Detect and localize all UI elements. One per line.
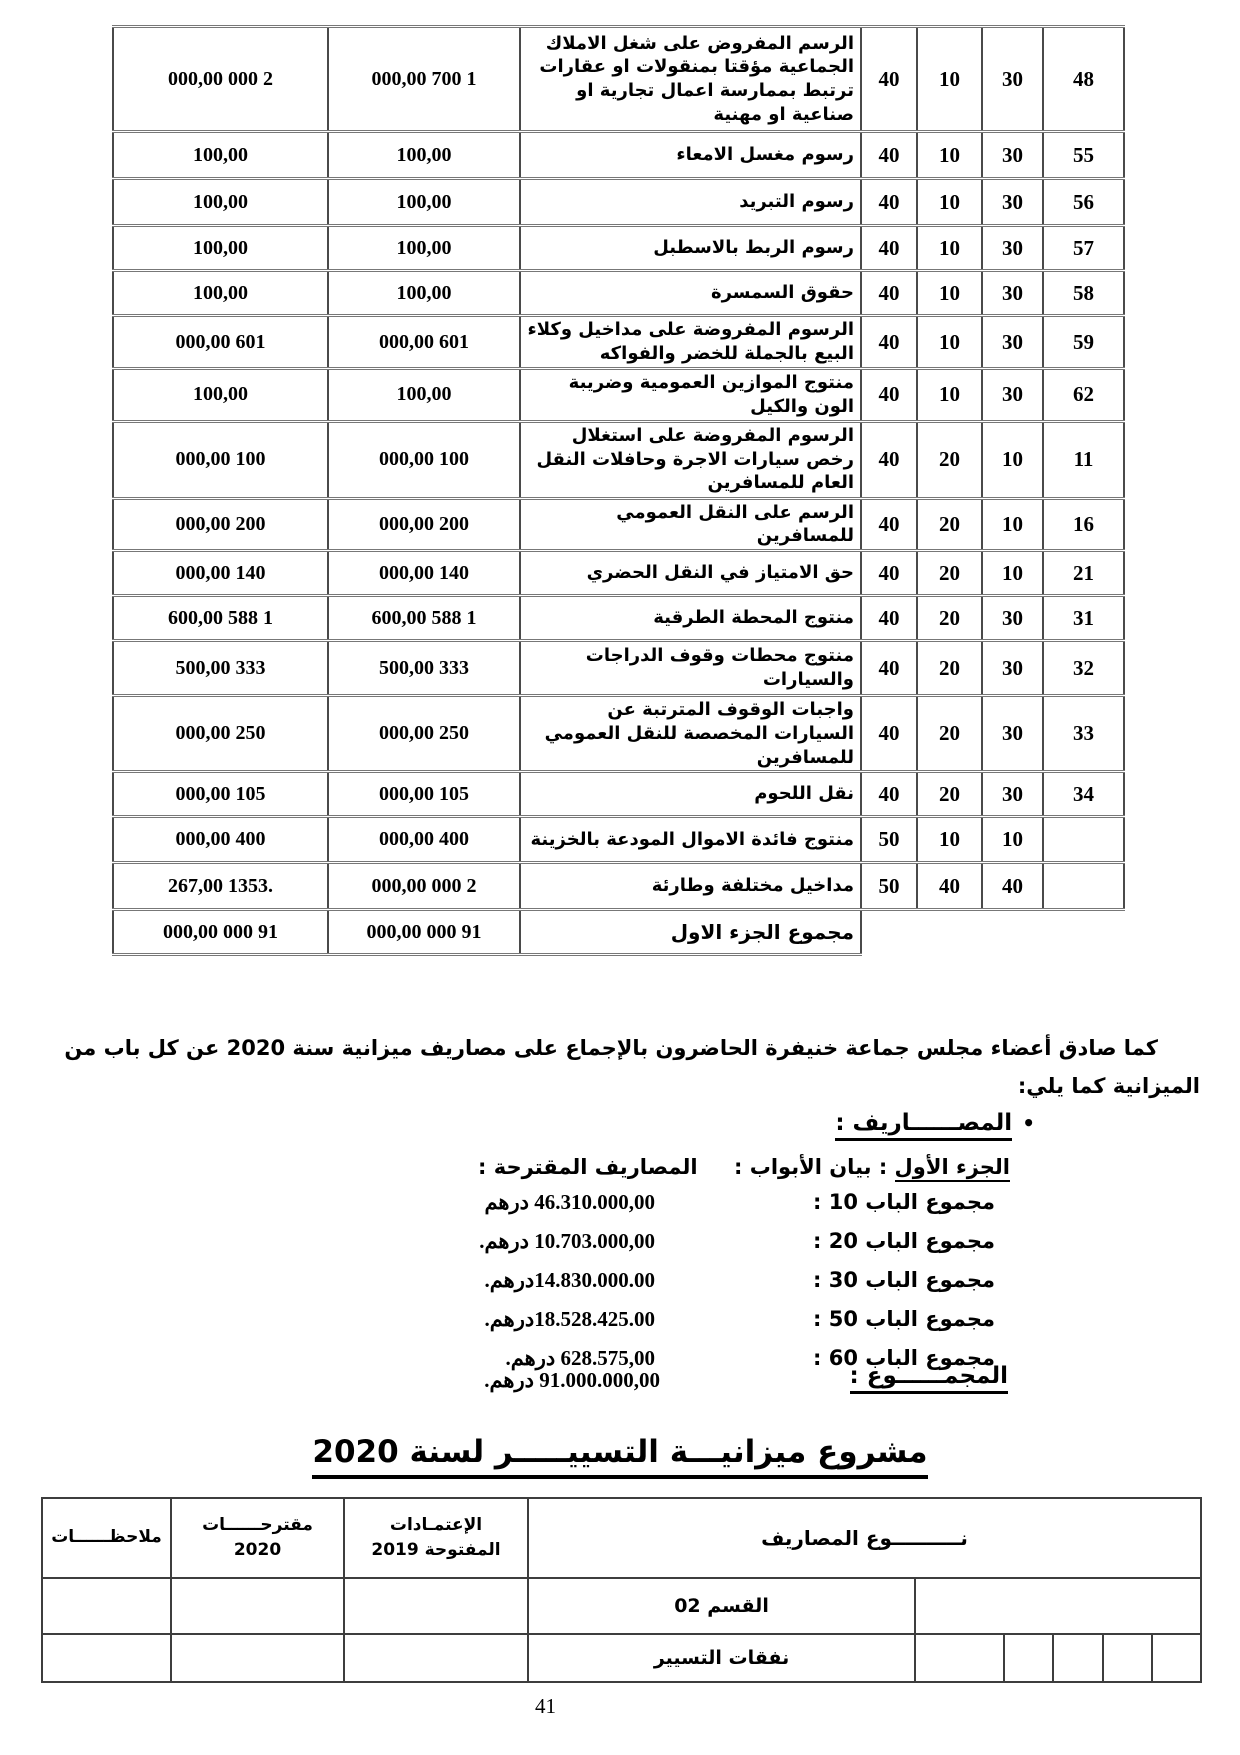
ops-header-row — [42, 1498, 1201, 1578]
amount-mid-cell: 2 000 000,00 — [328, 863, 520, 910]
revenue-row — [113, 179, 1124, 226]
amount-left-cell: 2 000 000,00 — [113, 27, 328, 132]
revenue-description-cell: منتوج المحطة الطرقية — [520, 596, 861, 641]
code-col1-cell: 40 — [861, 696, 917, 772]
code-col3-cell: 30 — [982, 271, 1043, 316]
code-col1-cell: 40 — [861, 596, 917, 641]
article-code-cell: 11 — [1043, 421, 1124, 498]
header-line: 2020 — [233, 1540, 282, 1560]
header-line: المفتوحة 2019 — [371, 1540, 501, 1560]
revenue-description-cell: منتوج الموازين العمومية وضريبة الون والكيل — [520, 369, 861, 422]
code-col1-cell: 40 — [861, 421, 917, 498]
code-col2-cell: 10 — [917, 179, 982, 226]
part1-total-label-cell: مجموع الجزء الاول — [520, 910, 861, 955]
article-code-cell: 16 — [1043, 498, 1124, 551]
grand-total-label-text: المجمــــــوع : — [850, 1363, 1008, 1394]
chapter-10-label: مجموع الباب 10 : — [813, 1190, 995, 1214]
revenue-description-cell: الرسوم المفروضة على مداخيل وكلاء البيع بالجملة للخضر والفواكه — [520, 316, 861, 369]
empty-cell — [42, 1578, 171, 1634]
code-col3-cell: 30 — [982, 27, 1043, 132]
approval-line-1: كما صادق أعضاء مجلس جماعة خنيفرة الحاضرون بالإجماع على مصاريف ميزانية سنة 2020 عن كل باب من — [64, 1036, 1158, 1060]
code-col3-cell: 30 — [982, 179, 1043, 226]
chapter-60-label: مجموع الباب 60 : — [813, 1346, 995, 1370]
col-header-notes: ملاحظــــــات — [42, 1498, 171, 1578]
revenue-row — [113, 421, 1124, 498]
amount-left-cell: 100,00 — [113, 132, 328, 179]
revenue-description-cell: حقوق السمسرة — [520, 271, 861, 316]
revenue-row — [113, 696, 1124, 772]
code-col1-cell: 40 — [861, 27, 917, 132]
revenue-description-cell: رسوم التبريد — [520, 179, 861, 226]
page-number: 41 — [535, 1694, 556, 1718]
revenue-row — [113, 271, 1124, 316]
code-col3-cell: 30 — [982, 369, 1043, 422]
article-code-cell: 32 — [1043, 641, 1124, 696]
amount-left-cell: 200 000,00 — [113, 498, 328, 551]
ops-expenses-row — [42, 1634, 1201, 1682]
header-line: الإعتمـادات — [389, 1514, 483, 1535]
revenue-row — [113, 132, 1124, 179]
article-code-cell: 55 — [1043, 132, 1124, 179]
operating-budget-table — [41, 1497, 1202, 1683]
code-col2-cell: 20 — [917, 596, 982, 641]
amount-left-cell: 100,00 — [113, 226, 328, 271]
chapter-30-label: مجموع الباب 30 : — [813, 1268, 995, 1292]
code-col2-cell: 20 — [917, 421, 982, 498]
code-col3-cell: 30 — [982, 641, 1043, 696]
code-col2-cell: 10 — [917, 27, 982, 132]
grand-total-label — [850, 1363, 1008, 1389]
amount-left-cell: 1 588 600,00 — [113, 596, 328, 641]
chapter-30-value: 14.830.000.00درهم. — [484, 1268, 655, 1292]
revenue-row — [113, 226, 1124, 271]
revenue-description-cell: الرسوم المفروضة على استغلال رخص سيارات الاجرة وحافلات النقل العام للمسافرين — [520, 421, 861, 498]
article-code-cell: 48 — [1043, 27, 1124, 132]
revenue-row — [113, 316, 1124, 369]
part1-chapters-heading — [734, 1155, 1010, 1179]
code-col2-cell: 10 — [917, 226, 982, 271]
empty-cell — [1103, 1634, 1152, 1682]
empty-cell — [344, 1578, 528, 1634]
part1-heading-underlined: الجزء الأول — [895, 1155, 1010, 1182]
article-code-cell: 58 — [1043, 271, 1124, 316]
code-col2-cell: 20 — [917, 772, 982, 817]
amount-left-cell: 250 000,00 — [113, 696, 328, 772]
code-col3-cell: 30 — [982, 596, 1043, 641]
revenue-description-cell: رسوم مغسل الامعاء — [520, 132, 861, 179]
proposed-expenses-heading: المصاريف المقترحة : — [478, 1155, 698, 1179]
revenue-description-cell: حق الامتياز في النقل الحضري — [520, 551, 861, 596]
ghost-cell — [917, 910, 982, 955]
empty-cell — [171, 1634, 344, 1682]
code-col3-cell: 10 — [982, 551, 1043, 596]
code-col1-cell: 50 — [861, 863, 917, 910]
amount-left-cell: .1353 267,00 — [113, 863, 328, 910]
amount-left-cell: 100 000,00 — [113, 421, 328, 498]
code-col3-cell: 30 — [982, 132, 1043, 179]
empty-cell — [1152, 1634, 1201, 1682]
amount-mid-cell: 200 000,00 — [328, 498, 520, 551]
chapter-50-value: 18.528.425.00درهم. — [484, 1307, 655, 1331]
approval-line-2: الميزانية كما يلي: — [1017, 1073, 1200, 1098]
code-col3-cell: 10 — [982, 498, 1043, 551]
code-col2-cell: 10 — [917, 817, 982, 863]
revenue-description-cell: منتوج فائدة الاموال المودعة بالخزينة — [520, 817, 861, 863]
amount-mid-cell: 100,00 — [328, 132, 520, 179]
article-code-cell: 21 — [1043, 551, 1124, 596]
empty-cell — [344, 1634, 528, 1682]
amount-mid-cell: 1 588 600,00 — [328, 596, 520, 641]
amount-left-cell: 400 000,00 — [113, 817, 328, 863]
article-code-cell: 62 — [1043, 369, 1124, 422]
amount-mid-cell: 601 000,00 — [328, 316, 520, 369]
amount-mid-cell: 1 700 000,00 — [328, 27, 520, 132]
code-col3-cell: 40 — [982, 863, 1043, 910]
operating-budget-title — [45, 1434, 1195, 1479]
amount-mid-cell: 333 500,00 — [328, 641, 520, 696]
code-col1-cell: 40 — [861, 132, 917, 179]
code-col1-cell: 40 — [861, 498, 917, 551]
revenue-row — [113, 27, 1124, 132]
code-col2-cell: 10 — [917, 316, 982, 369]
ghost-cell — [1043, 910, 1124, 955]
article-code-cell: 59 — [1043, 316, 1124, 369]
code-col2-cell: 20 — [917, 551, 982, 596]
part1-total-amount-mid-cell: 91 000 000,00 — [328, 910, 520, 955]
empty-cell — [1053, 1634, 1103, 1682]
amount-mid-cell: 105 000,00 — [328, 772, 520, 817]
operating-budget-table-wrap — [41, 1497, 1202, 1683]
amount-left-cell: 105 000,00 — [113, 772, 328, 817]
header-line: مقترحــــــات — [202, 1514, 313, 1535]
col-header-open-credits-2019 — [344, 1498, 528, 1578]
bullet-icon: • — [1022, 1111, 1035, 1135]
empty-cell — [915, 1578, 1201, 1634]
ghost-cell — [982, 910, 1043, 955]
grand-total-value: 91.000.000,00 درهم. — [484, 1368, 660, 1392]
part1-revenue-table-wrap — [112, 25, 1125, 956]
amount-left-cell: 100,00 — [113, 179, 328, 226]
code-col2-cell: 10 — [917, 369, 982, 422]
revenue-row — [113, 863, 1124, 910]
part1-revenue-table — [112, 25, 1125, 956]
code-col3-cell: 30 — [982, 316, 1043, 369]
revenue-description-cell: واجبات الوقوف المترتبة عن السيارات المخصصة للنقل العمومي للمسافرين — [520, 696, 861, 772]
code-col2-cell: 10 — [917, 271, 982, 316]
chapter-20-value: 10.703.000,00 درهم. — [479, 1229, 655, 1253]
code-col1-cell: 40 — [861, 271, 917, 316]
code-col1-cell: 40 — [861, 369, 917, 422]
code-col2-cell: 20 — [917, 696, 982, 772]
revenue-description-cell: مداخيل مختلفة وطارئة — [520, 863, 861, 910]
amount-mid-cell: 100,00 — [328, 271, 520, 316]
expenses-bullet-line — [835, 1110, 1035, 1136]
amount-left-cell: 601 000,00 — [113, 316, 328, 369]
amount-left-cell: 100,00 — [113, 271, 328, 316]
section-02-cell: القسم 02 — [528, 1578, 915, 1634]
code-col1-cell: 40 — [861, 641, 917, 696]
revenue-description-cell: الرسم على النقل العمومي للمسافرين — [520, 498, 861, 551]
amount-mid-cell: 100,00 — [328, 369, 520, 422]
revenue-description-cell: الرسم المفروض على شغل الاملاك الجماعية مؤقتا بمنقولات او عقارات ترتبط بممارسة اعمال تجارية او صناعية او مهنية — [520, 27, 861, 132]
amount-left-cell: 140 000,00 — [113, 551, 328, 596]
empty-cell — [1004, 1634, 1053, 1682]
amount-mid-cell: 250 000,00 — [328, 696, 520, 772]
operating-expenses-cell: نفقات التسيير — [528, 1634, 915, 1682]
part1-total-row — [113, 910, 1124, 955]
code-col1-cell: 40 — [861, 551, 917, 596]
col-header-expense-type: نــــــــــوع المصاريف — [528, 1498, 1201, 1578]
article-code-cell: 33 — [1043, 696, 1124, 772]
revenue-description-cell: رسوم الربط بالاسطبل — [520, 226, 861, 271]
amount-mid-cell: 100,00 — [328, 179, 520, 226]
revenue-row — [113, 596, 1124, 641]
code-col2-cell: 20 — [917, 641, 982, 696]
code-col3-cell: 30 — [982, 772, 1043, 817]
revenue-description-cell: منتوج محطات وقوف الدراجات والسيارات — [520, 641, 861, 696]
amount-left-cell: 333 500,00 — [113, 641, 328, 696]
amount-mid-cell: 100 000,00 — [328, 421, 520, 498]
amount-mid-cell: 140 000,00 — [328, 551, 520, 596]
code-col1-cell: 40 — [861, 316, 917, 369]
operating-budget-title-text: مشروع ميزانيـــة التسييـــــر لسنة 2020 — [312, 1434, 927, 1479]
code-col3-cell: 10 — [982, 817, 1043, 863]
code-col2-cell: 10 — [917, 132, 982, 179]
article-code-cell — [1043, 863, 1124, 910]
code-col1-cell: 50 — [861, 817, 917, 863]
code-col3-cell: 30 — [982, 226, 1043, 271]
expenses-heading: المصــــــاريف : — [835, 1110, 1012, 1141]
col-header-proposals-2020 — [171, 1498, 344, 1578]
ghost-cell — [861, 910, 917, 955]
chapter-50-label: مجموع الباب 50 : — [813, 1307, 995, 1331]
code-col2-cell: 40 — [917, 863, 982, 910]
empty-cell — [915, 1634, 1004, 1682]
revenue-row — [113, 772, 1124, 817]
revenue-row — [113, 498, 1124, 551]
article-code-cell: 31 — [1043, 596, 1124, 641]
empty-cell — [42, 1634, 171, 1682]
approval-paragraph — [40, 1030, 1200, 1106]
code-col3-cell: 10 — [982, 421, 1043, 498]
ops-section-row — [42, 1578, 1201, 1634]
article-code-cell — [1043, 817, 1124, 863]
article-code-cell: 34 — [1043, 772, 1124, 817]
chapter-60-value: 628.575,00 درهم. — [505, 1346, 655, 1370]
amount-mid-cell: 100,00 — [328, 226, 520, 271]
chapter-20-label: مجموع الباب 20 : — [813, 1229, 995, 1253]
code-col3-cell: 30 — [982, 696, 1043, 772]
chapter-10-value: 46.310.000,00 درهم — [484, 1190, 655, 1214]
code-col1-cell: 40 — [861, 772, 917, 817]
article-code-cell: 56 — [1043, 179, 1124, 226]
revenue-row — [113, 551, 1124, 596]
revenue-row — [113, 641, 1124, 696]
amount-left-cell: 100,00 — [113, 369, 328, 422]
code-col1-cell: 40 — [861, 179, 917, 226]
revenue-row — [113, 817, 1124, 863]
code-col2-cell: 20 — [917, 498, 982, 551]
article-code-cell: 57 — [1043, 226, 1124, 271]
amount-mid-cell: 400 000,00 — [328, 817, 520, 863]
revenue-row — [113, 369, 1124, 422]
revenue-description-cell: نقل اللحوم — [520, 772, 861, 817]
part1-total-amount-left-cell: 91 000 000,00 — [113, 910, 328, 955]
empty-cell — [171, 1578, 344, 1634]
code-col1-cell: 40 — [861, 226, 917, 271]
part1-heading-rest: : بيان الأبواب : — [734, 1155, 895, 1179]
